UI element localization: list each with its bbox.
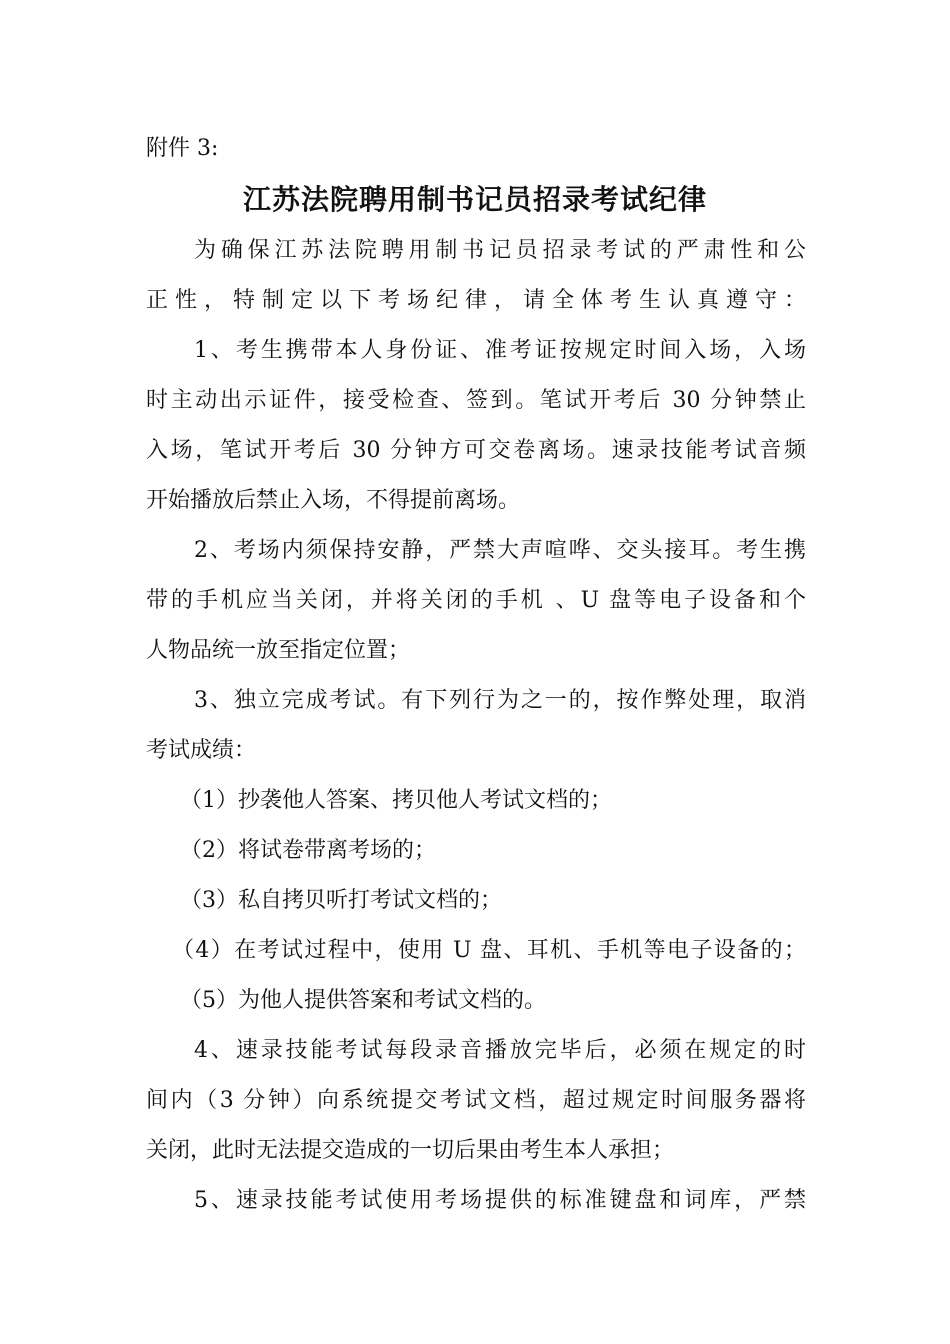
list-item: （3）私自拷贝听打考试文档的； xyxy=(180,888,502,913)
paragraph-line: 为确保江苏法院聘用制书记员招录考试的严肃性和公 xyxy=(194,238,806,263)
paragraph-line: 间内（3 分钟）向系统提交考试文档，超过规定时间服务器将 xyxy=(146,1088,806,1113)
paragraph-line: 关闭，此时无法提交造成的一切后果由考生本人承担； xyxy=(146,1138,675,1163)
paragraph-line: 正性，特制定以下考场纪律，请全体考生认真遵守： xyxy=(146,288,806,313)
list-item: （1）抄袭他人答案、拷贝他人考试文档的； xyxy=(180,788,612,813)
paragraph-line: 开始播放后禁止入场，不得提前离场。 xyxy=(146,488,521,513)
paragraph-line: 人物品统一放至指定位置； xyxy=(146,638,411,663)
paragraph-line: 考试成绩： xyxy=(146,738,257,763)
paragraph-line: 1、考生携带本人身份证、准考证按规定时间入场，入场 xyxy=(194,338,806,363)
paragraph-line: 入场，笔试开考后 30 分钟方可交卷离场。速录技能考试音频 xyxy=(146,438,806,463)
list-item: （4）在考试过程中，使用 U 盘、耳机、手机等电子设备的； xyxy=(172,938,806,963)
document-title: 江苏法院聘用制书记员招录考试纪律 xyxy=(242,183,707,216)
paragraph-line: 4、速录技能考试每段录音播放完毕后，必须在规定的时 xyxy=(194,1038,806,1063)
paragraph-line: 5、速录技能考试使用考场提供的标准键盘和词库，严禁 xyxy=(194,1188,806,1213)
paragraph-line: 2、考场内须保持安静，严禁大声喧哗、交头接耳。考生携 xyxy=(194,538,806,563)
attachment-label: 附件 3: xyxy=(146,136,219,161)
paragraph-line: 3、独立完成考试。有下列行为之一的，按作弊处理，取消 xyxy=(194,688,806,713)
paragraph-line: 带的手机应当关闭，并将关闭的手机 、U 盘等电子设备和个 xyxy=(146,588,806,613)
list-item: （5）为他人提供答案和考试文档的。 xyxy=(180,988,546,1013)
paragraph-line: 时主动出示证件，接受检查、签到。笔试开考后 30 分钟禁止 xyxy=(146,388,806,413)
list-item: （2）将试卷带离考场的； xyxy=(180,838,436,863)
